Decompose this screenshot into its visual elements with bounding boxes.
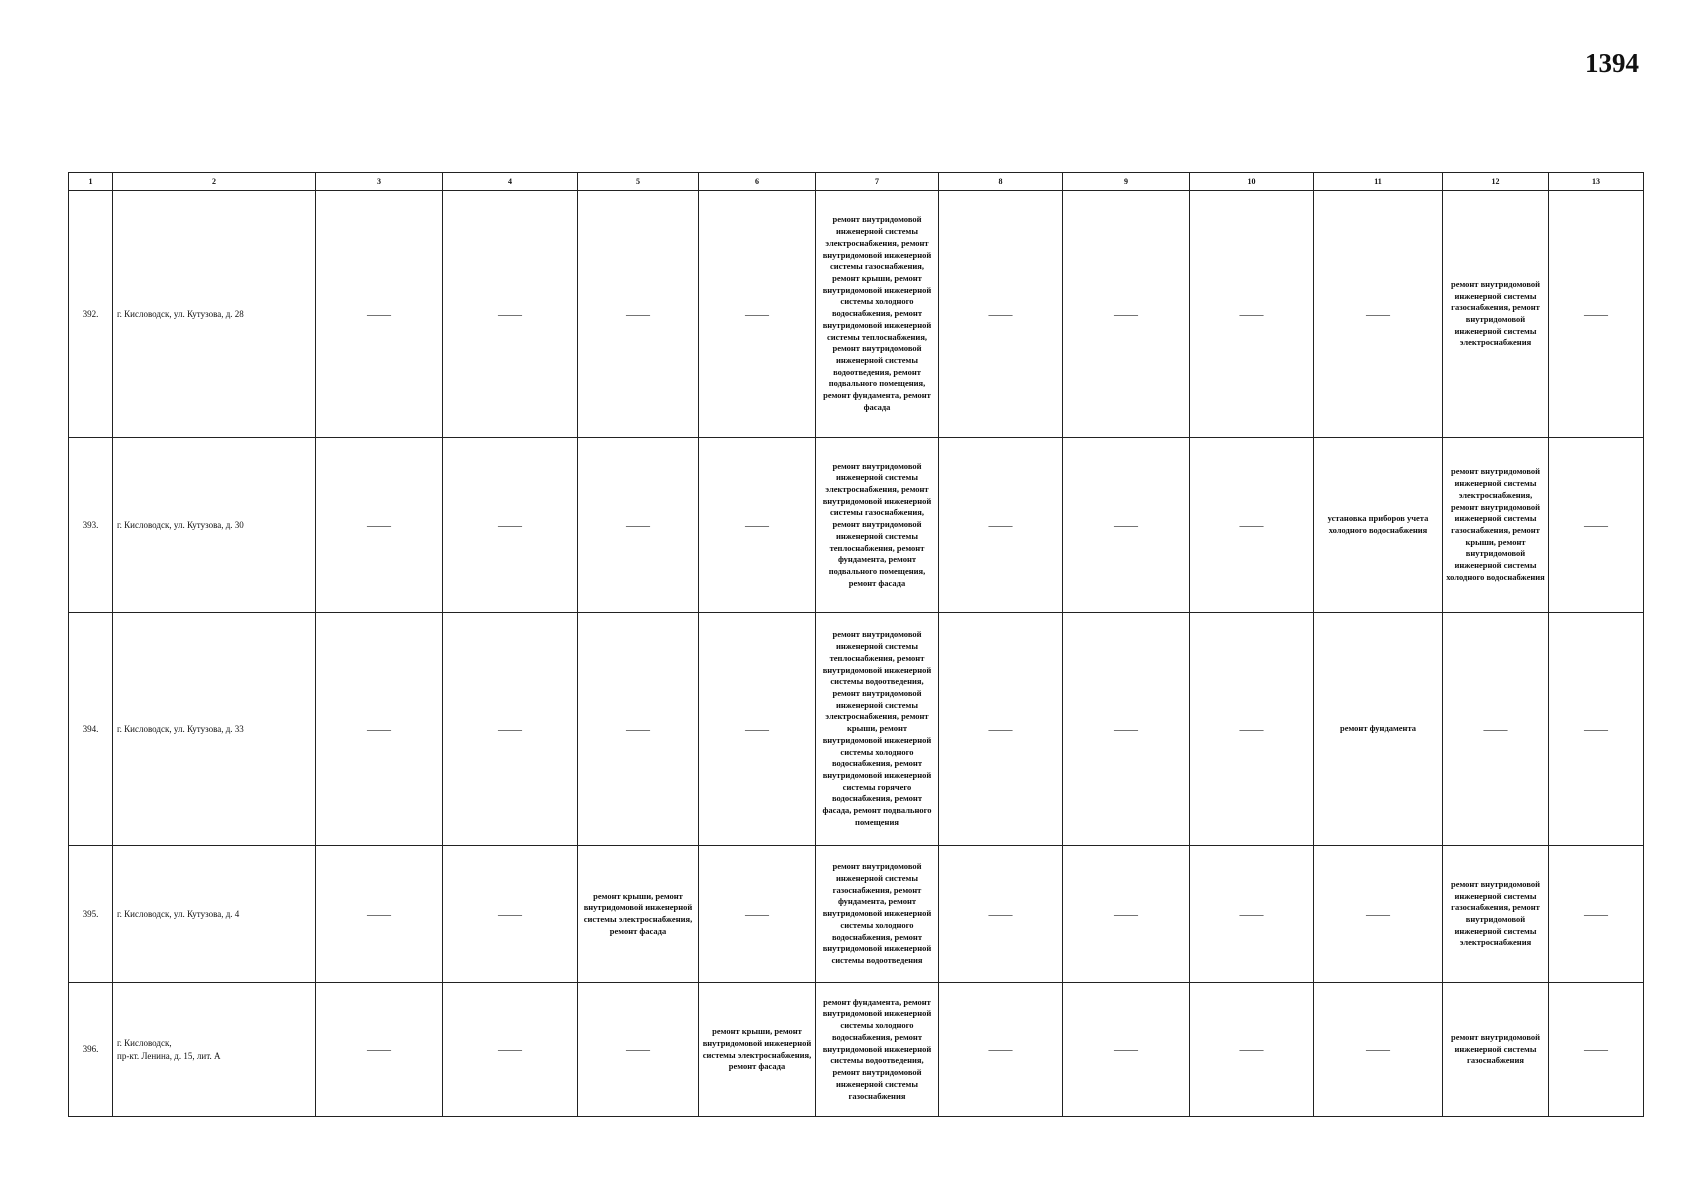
col-header-3: 3	[316, 173, 443, 191]
table-row	[69, 438, 1644, 613]
cell-c7: ремонт внутридомовой инженерной системы электроснабжения, ремонт внутридомовой инженерной системы газоснабжения, ремонт внутридомовой инженерной системы теплоснабжения, ремонт фундамента, ремонт подвального помещения, ремонт фасада	[816, 438, 939, 613]
cell-c3: ——	[316, 613, 443, 846]
cell-c4: ——	[443, 846, 578, 983]
row-address: г. Кисловодск, ул. Кутузова, д. 28	[113, 191, 316, 438]
cell-c4: ——	[443, 983, 578, 1117]
cell-c8: ——	[939, 613, 1063, 846]
cell-c4: ——	[443, 438, 578, 613]
cell-c10: ——	[1190, 613, 1314, 846]
col-header-4: 4	[443, 173, 578, 191]
address-line-2: пр-кт. Ленина, д. 15, лит. А	[117, 1050, 221, 1061]
row-number: 396.	[69, 983, 113, 1117]
cell-c4: ——	[443, 613, 578, 846]
col-header-8: 8	[939, 173, 1063, 191]
table-row	[69, 983, 1644, 1117]
address-line-1: г. Кисловодск,	[117, 1038, 172, 1049]
cell-c13: ——	[1549, 613, 1644, 846]
cell-c5: ——	[578, 438, 699, 613]
col-header-12: 12	[1443, 173, 1549, 191]
col-header-1: 1	[69, 173, 113, 191]
cell-c4: ——	[443, 191, 578, 438]
row-number: 395.	[69, 846, 113, 983]
cell-c10: ——	[1190, 983, 1314, 1117]
row-number: 394.	[69, 613, 113, 846]
cell-c6: ремонт крыши, ремонт внутридомовой инженерной системы электроснабжения, ремонт фасада	[699, 983, 816, 1117]
cell-c3: ——	[316, 191, 443, 438]
cell-c8: ——	[939, 983, 1063, 1117]
cell-c3: ——	[316, 438, 443, 613]
cell-c12: ремонт внутридомовой инженерной системы газоснабжения	[1443, 983, 1549, 1117]
page-number: 1394	[1585, 48, 1639, 78]
repair-table	[68, 172, 1644, 1117]
cell-c11: ремонт фундамента	[1314, 613, 1443, 846]
cell-c7: ремонт внутридомовой инженерной системы электроснабжения, ремонт внутридомовой инженерной системы газоснабжения, ремонт крыши, ремонт внутридомовой инженерной системы холодного водоснабжения, ремонт внутридомовой инженерной системы теплоснабжения, ремонт внутридомовой инженерной системы водоотведения, ремонт подвального помещения, ремонт фундамента, ремонт фасада	[816, 191, 939, 438]
cell-c13: ——	[1549, 983, 1644, 1117]
cell-c13: ——	[1549, 438, 1644, 613]
row-number: 392.	[69, 191, 113, 438]
cell-c9: ——	[1063, 613, 1190, 846]
cell-c3: ——	[316, 983, 443, 1117]
row-number: 393.	[69, 438, 113, 613]
cell-c5: ——	[578, 613, 699, 846]
col-header-2: 2	[113, 173, 316, 191]
cell-c7: ремонт внутридомовой инженерной системы теплоснабжения, ремонт внутридомовой инженерной системы водоотведения, ремонт внутридомовой инженерной системы электроснабжения, ремонт крыши, ремонт внутридомовой инженерной системы холодного водоснабжения, ремонт внутридомовой инженерной системы горячего водоснабжения, ремонт фасада, ремонт подвального помещения	[816, 613, 939, 846]
cell-c5: ——	[578, 191, 699, 438]
cell-c5: ремонт крыши, ремонт внутридомовой инженерной системы электроснабжения, ремонт фасада	[578, 846, 699, 983]
cell-c10: ——	[1190, 846, 1314, 983]
cell-c12: ремонт внутридомовой инженерной системы электроснабжения, ремонт внутридомовой инженерной системы газоснабжения, ремонт крыши, ремонт внутридомовой инженерной системы холодного водоснабжения	[1443, 438, 1549, 613]
row-address: г. Кисловодск, ул. Кутузова, д. 33	[113, 613, 316, 846]
cell-c6: ——	[699, 846, 816, 983]
cell-c6: ——	[699, 191, 816, 438]
cell-c13: ——	[1549, 846, 1644, 983]
table-row	[69, 613, 1644, 846]
cell-c12: ——	[1443, 613, 1549, 846]
cell-c12: ремонт внутридомовой инженерной системы газоснабжения, ремонт внутридомовой инженерной системы электроснабжения	[1443, 846, 1549, 983]
col-header-11: 11	[1314, 173, 1443, 191]
cell-c8: ——	[939, 438, 1063, 613]
cell-c9: ——	[1063, 983, 1190, 1117]
cell-c10: ——	[1190, 191, 1314, 438]
cell-c6: ——	[699, 438, 816, 613]
col-header-5: 5	[578, 173, 699, 191]
cell-c9: ——	[1063, 846, 1190, 983]
header-row	[69, 173, 1644, 191]
cell-c9: ——	[1063, 438, 1190, 613]
col-header-10: 10	[1190, 173, 1314, 191]
col-header-7: 7	[816, 173, 939, 191]
col-header-13: 13	[1549, 173, 1644, 191]
cell-c3: ——	[316, 846, 443, 983]
cell-c13: ——	[1549, 191, 1644, 438]
cell-c6: ——	[699, 613, 816, 846]
cell-c9: ——	[1063, 191, 1190, 438]
cell-c11: ——	[1314, 983, 1443, 1117]
cell-c11: ——	[1314, 191, 1443, 438]
cell-c7: ремонт внутридомовой инженерной системы газоснабжения, ремонт фундамента, ремонт внутридомовой инженерной системы холодного водоснабжения, ремонт внутридомовой инженерной системы водоотведения	[816, 846, 939, 983]
table-row	[69, 846, 1644, 983]
col-header-6: 6	[699, 173, 816, 191]
table-row	[69, 191, 1644, 438]
col-header-9: 9	[1063, 173, 1190, 191]
cell-c8: ——	[939, 846, 1063, 983]
cell-c11: установка приборов учета холодного водоснабжения	[1314, 438, 1443, 613]
cell-c8: ——	[939, 191, 1063, 438]
cell-c5: ——	[578, 983, 699, 1117]
row-address	[113, 983, 316, 1117]
cell-c12: ремонт внутридомовой инженерной системы газоснабжения, ремонт внутридомовой инженерной системы электроснабжения	[1443, 191, 1549, 438]
cell-c10: ——	[1190, 438, 1314, 613]
cell-c11: ——	[1314, 846, 1443, 983]
row-address: г. Кисловодск, ул. Кутузова, д. 30	[113, 438, 316, 613]
cell-c7: ремонт фундамента, ремонт внутридомовой инженерной системы холодного водоснабжения, ремонт внутридомовой инженерной системы водоотведения, ремонт внутридомовой инженерной системы газоснабжения	[816, 983, 939, 1117]
row-address: г. Кисловодск, ул. Кутузова, д. 4	[113, 846, 316, 983]
